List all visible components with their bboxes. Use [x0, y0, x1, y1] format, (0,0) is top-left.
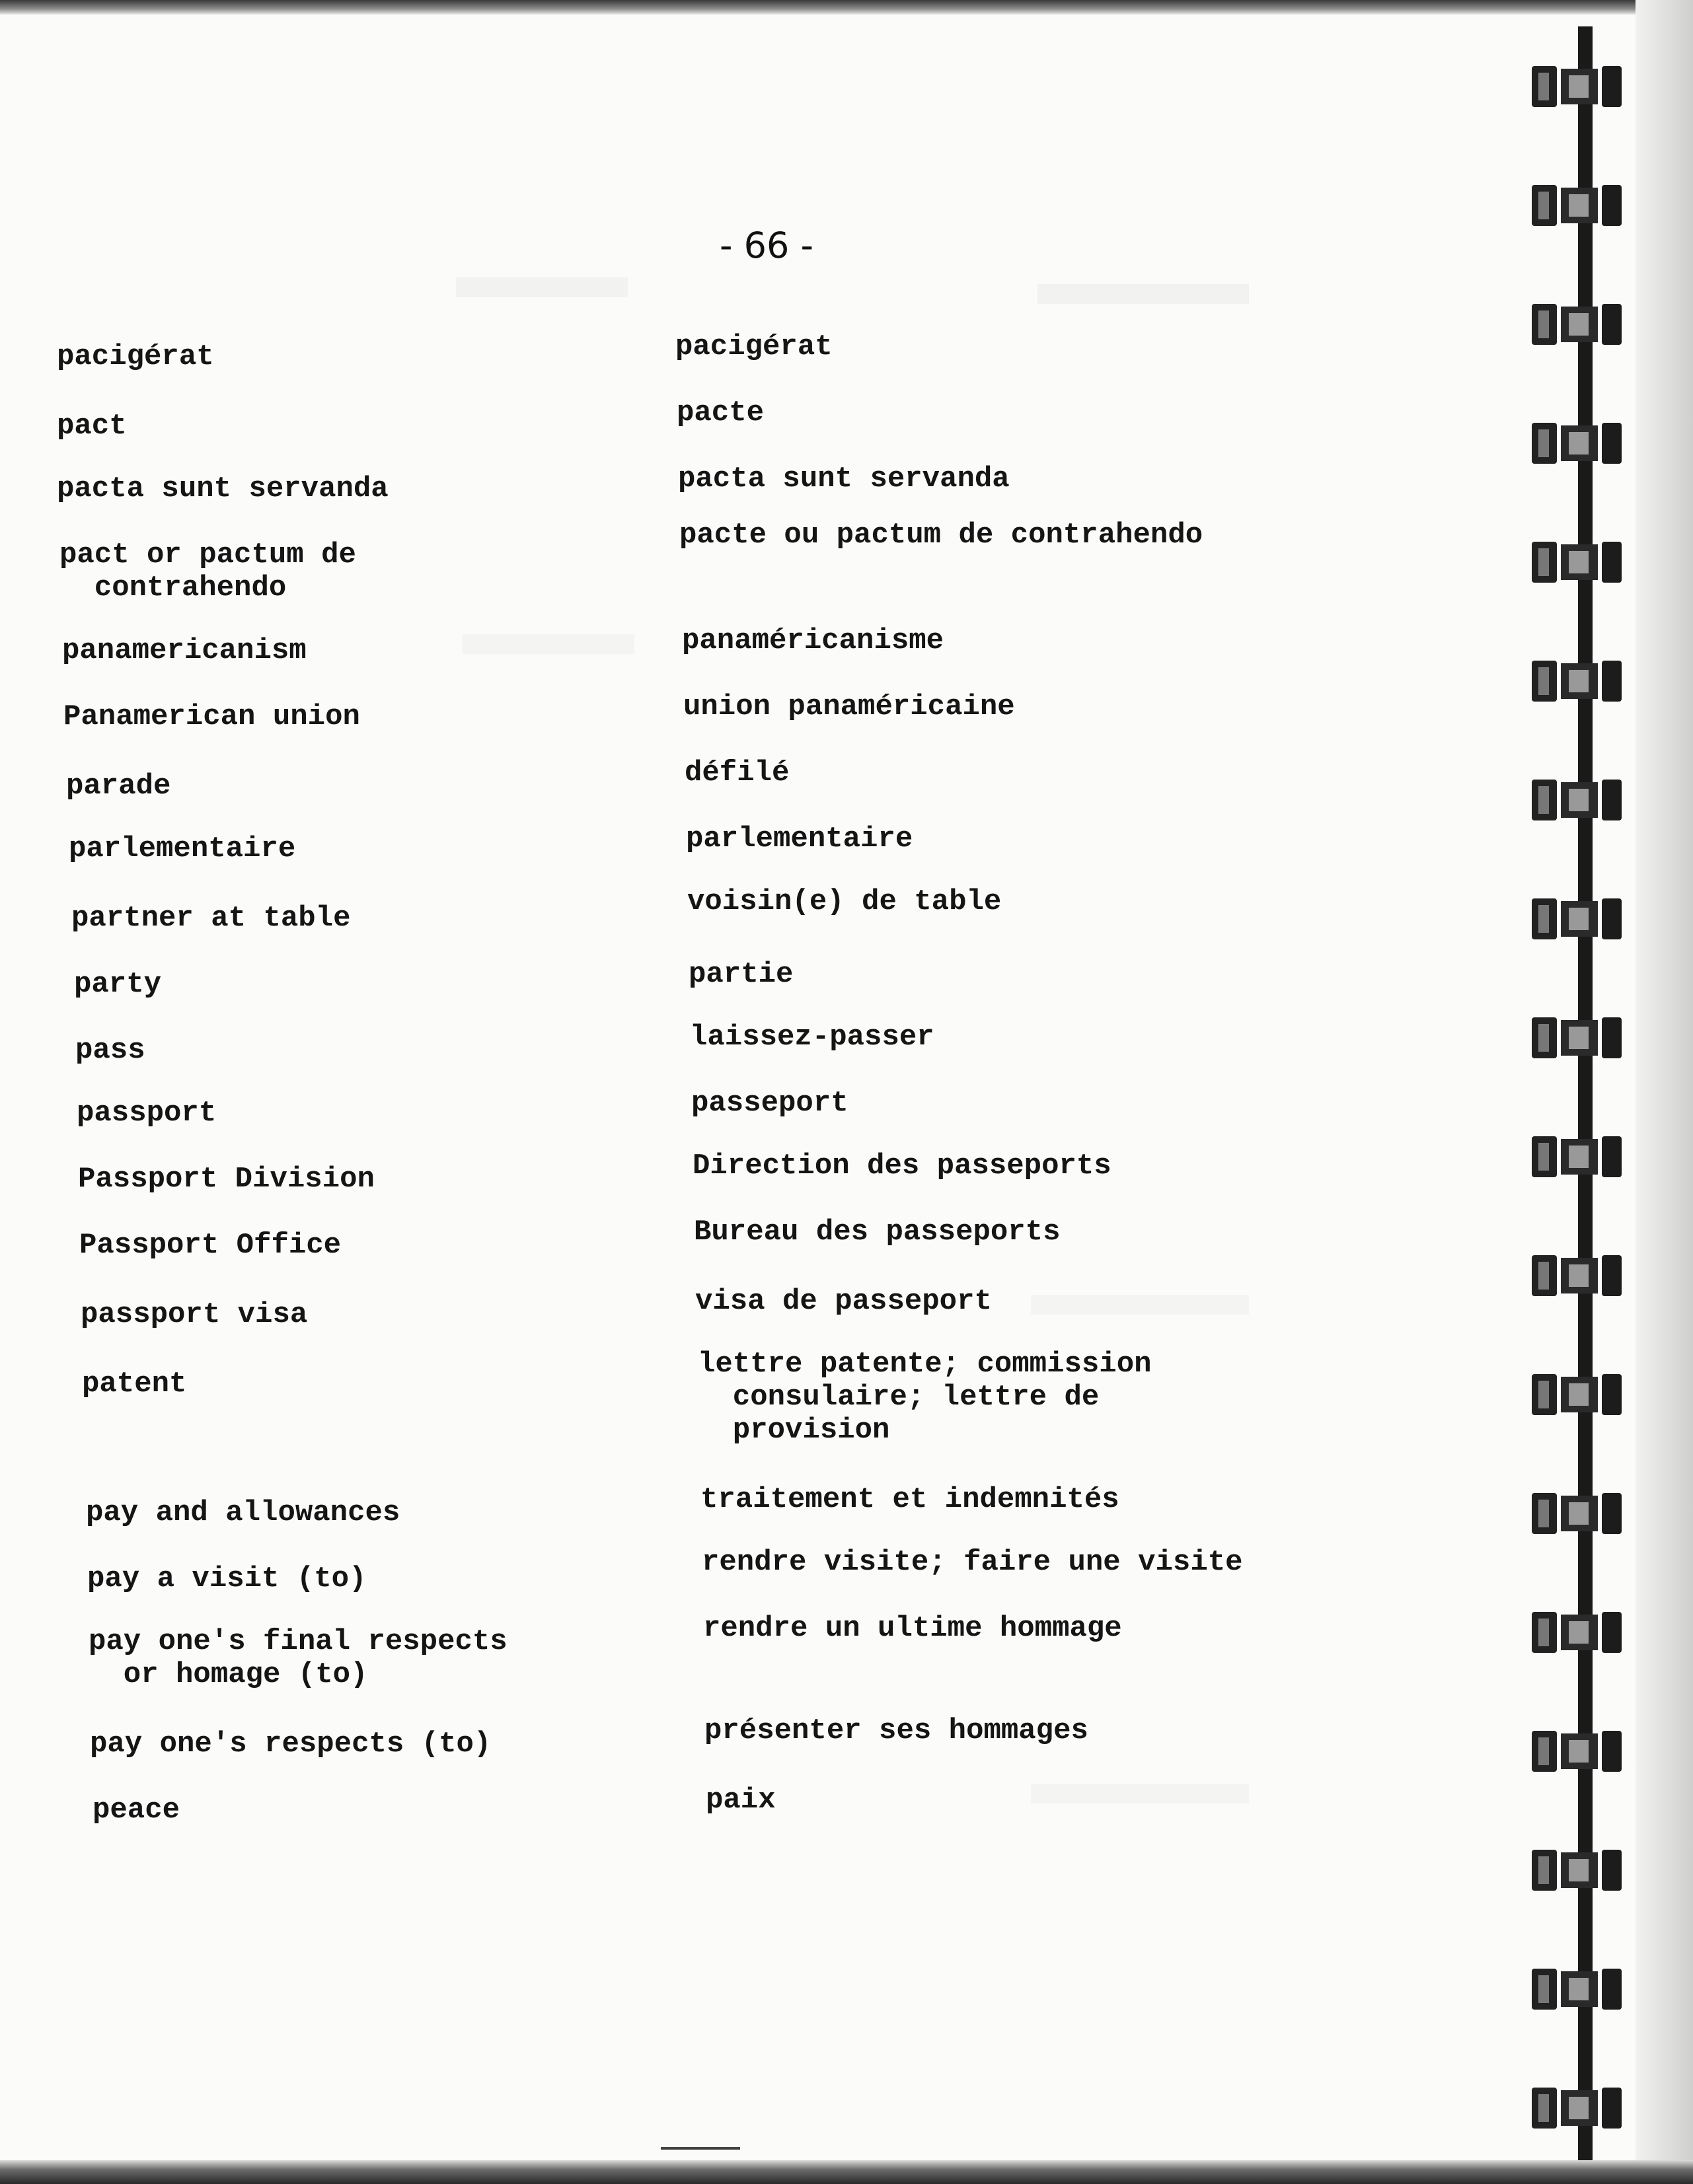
english-term: pay a visit (to) — [87, 1562, 367, 1595]
french-term: visa de passeport — [695, 1285, 992, 1318]
french-term: voisin(e) de table — [687, 885, 1002, 918]
english-term: pay and allowances — [86, 1496, 400, 1529]
french-term: panaméricanisme — [682, 624, 944, 657]
scan-edge-top — [0, 0, 1693, 15]
english-term: pact or pactum de contrahendo — [59, 538, 356, 604]
binding-ring — [1532, 1017, 1637, 1058]
french-term: paix — [706, 1784, 776, 1817]
binding-ring — [1532, 542, 1637, 583]
french-term: Direction des passeports — [693, 1149, 1111, 1183]
english-term: party — [74, 968, 162, 1001]
english-term: parade — [66, 770, 171, 803]
english-term: parlementaire — [69, 832, 296, 865]
english-term: peace — [93, 1794, 180, 1827]
english-term: pacigérat — [57, 340, 214, 373]
bleed-through-mark — [463, 634, 634, 654]
binding-ring — [1532, 1136, 1637, 1177]
french-term: Bureau des passeports — [694, 1216, 1061, 1249]
binding-ring — [1532, 304, 1637, 345]
french-term: défilé — [685, 756, 790, 789]
scan-edge-right — [1636, 0, 1693, 2184]
english-term: pay one's respects (to) — [90, 1728, 492, 1761]
bleed-through-mark — [1031, 1784, 1249, 1803]
english-term: pay one's final respects or homage (to) — [89, 1625, 508, 1691]
english-term: Passport Division — [78, 1163, 375, 1196]
binding-ring — [1532, 1493, 1637, 1534]
french-term: partie — [689, 958, 794, 991]
page-number: - 66 - — [719, 225, 813, 266]
binding-ring — [1532, 1969, 1637, 2010]
french-term: passeport — [691, 1087, 848, 1120]
english-term: passport — [77, 1097, 217, 1130]
bleed-through-mark — [456, 277, 628, 297]
binding-ring — [1532, 1731, 1637, 1772]
english-term: Panamerican union — [63, 700, 360, 733]
binding-ring — [1532, 898, 1637, 939]
scan-edge-bottom — [0, 2160, 1693, 2184]
english-term: pacta sunt servanda — [57, 472, 389, 505]
french-term: présenter ses hommages — [704, 1714, 1088, 1747]
binding-ring — [1532, 780, 1637, 820]
binding-ring — [1532, 661, 1637, 702]
french-term: union panaméricaine — [683, 690, 1015, 723]
english-term: panamericanism — [62, 634, 307, 667]
binding-ring — [1532, 66, 1637, 107]
binding-ring — [1532, 2088, 1637, 2129]
french-term: traitement et indemnités — [700, 1483, 1119, 1516]
english-term: patent — [82, 1367, 187, 1401]
french-term: lettre patente; commission consulaire; lettre de provision — [698, 1348, 1152, 1447]
bleed-through-mark — [1037, 284, 1249, 304]
french-term: pacta sunt servanda — [678, 462, 1010, 495]
french-term: pacte ou pactum de contrahendo — [679, 519, 1203, 552]
english-term: partner at table — [71, 902, 351, 935]
french-term: parlementaire — [686, 822, 913, 855]
french-term: pacigérat — [675, 330, 833, 363]
english-term: Passport Office — [79, 1229, 342, 1262]
binding-ring — [1532, 1374, 1637, 1415]
binding-ring — [1532, 1612, 1637, 1653]
binding-ring — [1532, 185, 1637, 226]
french-term: rendre visite; faire une visite — [702, 1546, 1243, 1579]
english-term: passport visa — [81, 1298, 308, 1331]
english-term: pact — [57, 410, 127, 443]
french-term: rendre un ultime hommage — [703, 1612, 1122, 1645]
english-term: pass — [75, 1034, 145, 1067]
french-term: laissez-passer — [690, 1021, 934, 1054]
binding-spine — [1578, 26, 1593, 2160]
binding-ring — [1532, 1850, 1637, 1891]
french-term: pacte — [677, 396, 765, 429]
bottom-rule — [661, 2147, 740, 2150]
bleed-through-mark — [1031, 1295, 1249, 1315]
binding-ring — [1532, 1255, 1637, 1296]
binding-ring — [1532, 423, 1637, 464]
